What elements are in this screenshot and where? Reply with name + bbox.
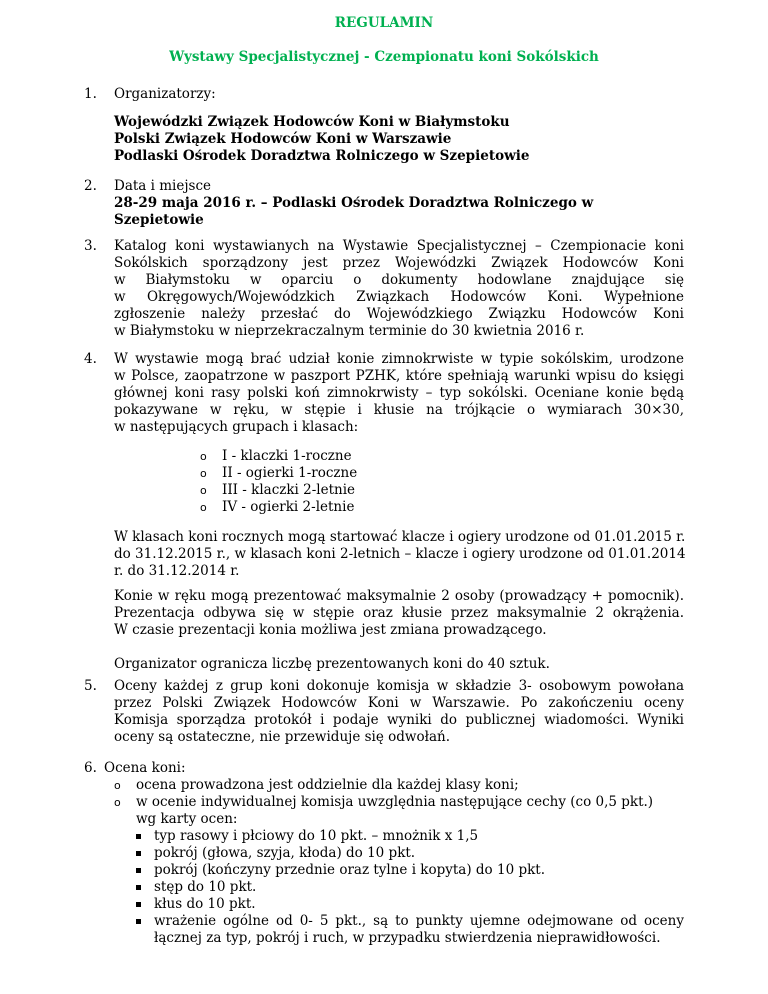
section-participation — [84, 351, 684, 673]
criteria-item: pokrój (kończyny przednie oraz tylne i kopyta) do 10 pkt. — [136, 862, 684, 879]
paragraph-line: do 31.12.2015 r., w klasach koni 2-letnich – klacze i ogiery urodzone od 01.01.2014 — [114, 546, 686, 562]
section-catalog — [84, 238, 684, 340]
evaluation-list — [114, 777, 684, 947]
section-heading: Data i miejsce — [114, 178, 212, 194]
paragraph-line: w Okręgowych/Wojewódzkich Związkach Hodowców Koni. Wypełnione — [114, 289, 684, 305]
paragraph-line: W klasach koni rocznych mogą startować klacze i ogiery urodzone od 01.01.2015 r. — [114, 529, 686, 545]
criteria-item: typ rasowy i płciowy do 10 pkt. – mnożnik x 1,5 — [136, 828, 684, 845]
paragraph-line: Katalog koni wystawianych na Wystawie Specjalistycznej – Czempionacie koni — [114, 238, 684, 254]
class-item: o III - klaczki 2-letnie — [200, 482, 684, 499]
criteria-list — [136, 828, 684, 947]
paragraph-line: W wystawie mogą brać udział konie zimnokrwiste w typie sokólskim, urodzone — [114, 351, 684, 367]
criteria-item: stęp do 10 pkt. — [136, 879, 684, 896]
paragraph-line: Oceny każdej z grup koni dokonuje komisja w składzie 3- osobowym powołana — [114, 678, 684, 694]
evaluation-item-text-cont: wg karty ocen: — [136, 811, 238, 827]
section-judging — [84, 678, 684, 746]
criteria-item-text-cont: łącznej za typ, pokrój i ruch, w przypadku stwierdzenia nieprawidłowości. — [154, 930, 661, 946]
paragraph-line: w Białymstoku w oparciu o dokumenty hodowlane znajdujące się — [114, 272, 684, 288]
section-heading: Ocena koni: — [104, 760, 186, 776]
paragraph-line: oceny są ostateczne, nie przewiduje się odwołań. — [114, 729, 450, 745]
paragraph-line: w Białymstoku w nieprzekraczalnym terminie do 30 kwietnia 2016 r. — [114, 323, 585, 339]
paragraph-line: Sokólskich sporządzony jest przez Wojewódzki Związek Hodowców Koni — [114, 255, 684, 271]
organizer-1: Wojewódzki Związek Hodowców Koni w Białymstoku — [114, 114, 510, 130]
evaluation-item — [114, 794, 684, 947]
date-place-value: 28-29 maja 2016 r. – Podlaski Ośrodek Doradztwa Rolniczego w — [114, 195, 594, 211]
paragraph-line: Prezentacja odbywa się w stępie oraz kłusie przez maksymalnie 2 okrążenia. — [114, 605, 684, 621]
section-number: 4. — [84, 351, 97, 367]
criteria-item: pokrój (głowa, szyja, kłoda) do 10 pkt. — [136, 845, 684, 862]
organizer-2: Polski Związek Hodowców Koni w Warszawie — [114, 131, 452, 147]
document-title: REGULAMIN — [334, 15, 434, 31]
criteria-item: kłus do 10 pkt. — [136, 896, 684, 913]
section-organizers — [84, 86, 684, 165]
class-item: o IV - ogierki 2-letnie — [200, 499, 684, 516]
paragraph-line: przez Polski Związek Hodowców Koni w Warszawie. Po zakończeniu oceny — [114, 695, 684, 711]
paragraph-line: w Polsce, zaopatrzone w paszport PZHK, które spełniają warunki wpisu do księgi — [114, 368, 684, 384]
paragraph-line: r. do 31.12.2014 r. — [114, 563, 240, 579]
paragraph-line: pokazywane w ręku, w stępie i kłusie na trójkącie o wymiarach 30×30, — [114, 402, 684, 418]
class-list — [200, 448, 684, 516]
section-number: 1. — [84, 86, 97, 102]
organizer-3: Podlaski Ośrodek Doradztwa Rolniczego w Szepietowie — [114, 148, 530, 164]
evaluation-item-text: ocena prowadzona jest oddzielnie dla każdej klasy koni; — [136, 777, 519, 793]
paragraph-line: w następujących grupach i klasach: — [114, 419, 359, 435]
criteria-item-text: wrażenie ogólne od 0- 5 pkt., są to punkty ujemne odejmowane od oceny — [154, 913, 684, 929]
paragraph-line: Organizator ogranicza liczbę prezentowanych koni do 40 sztuk. — [114, 656, 550, 672]
evaluation-item-text: o w ocenie indywidualnej komisja uwzględnia następujące cechy (co 0,5 pkt.) — [136, 794, 654, 810]
paragraph-line: W czasie prezentacji konia możliwa jest zmiana prowadzącego. — [114, 622, 547, 638]
document-subtitle: Wystawy Specjalistycznej - Czempionatu koni Sokólskich — [169, 49, 599, 65]
class-item: o I - klaczki 1-roczne — [200, 448, 684, 465]
section-number: 3. — [84, 238, 97, 254]
paragraph-line: Komisja sporządza protokół i podaje wyniki do publicznej wiadomości. Wyniki — [114, 712, 684, 728]
paragraph-line: Konie w ręku mogą prezentować maksymalnie 2 osoby (prowadzący + pomocnik). — [114, 588, 684, 604]
section-heading: Organizatorzy: — [114, 86, 216, 102]
section-number: 2. — [84, 178, 97, 194]
date-place-value-cont: Szepietowie — [114, 212, 204, 228]
paragraph-line: zgłoszenie należy przesłać do Wojewódzkiego Związku Hodowców Koni — [114, 306, 684, 322]
class-item: o II - ogierki 1-roczne — [200, 465, 684, 482]
evaluation-item — [114, 777, 684, 794]
section-number: 6. — [84, 760, 97, 776]
paragraph-line: głównej koni rasy polski koń zimnokrwisty – typ sokólski. Oceniane konie będą — [114, 385, 684, 401]
section-evaluation — [84, 760, 684, 947]
section-number: 5. — [84, 678, 97, 694]
section-date-place — [84, 178, 684, 229]
criteria-item — [136, 913, 684, 947]
